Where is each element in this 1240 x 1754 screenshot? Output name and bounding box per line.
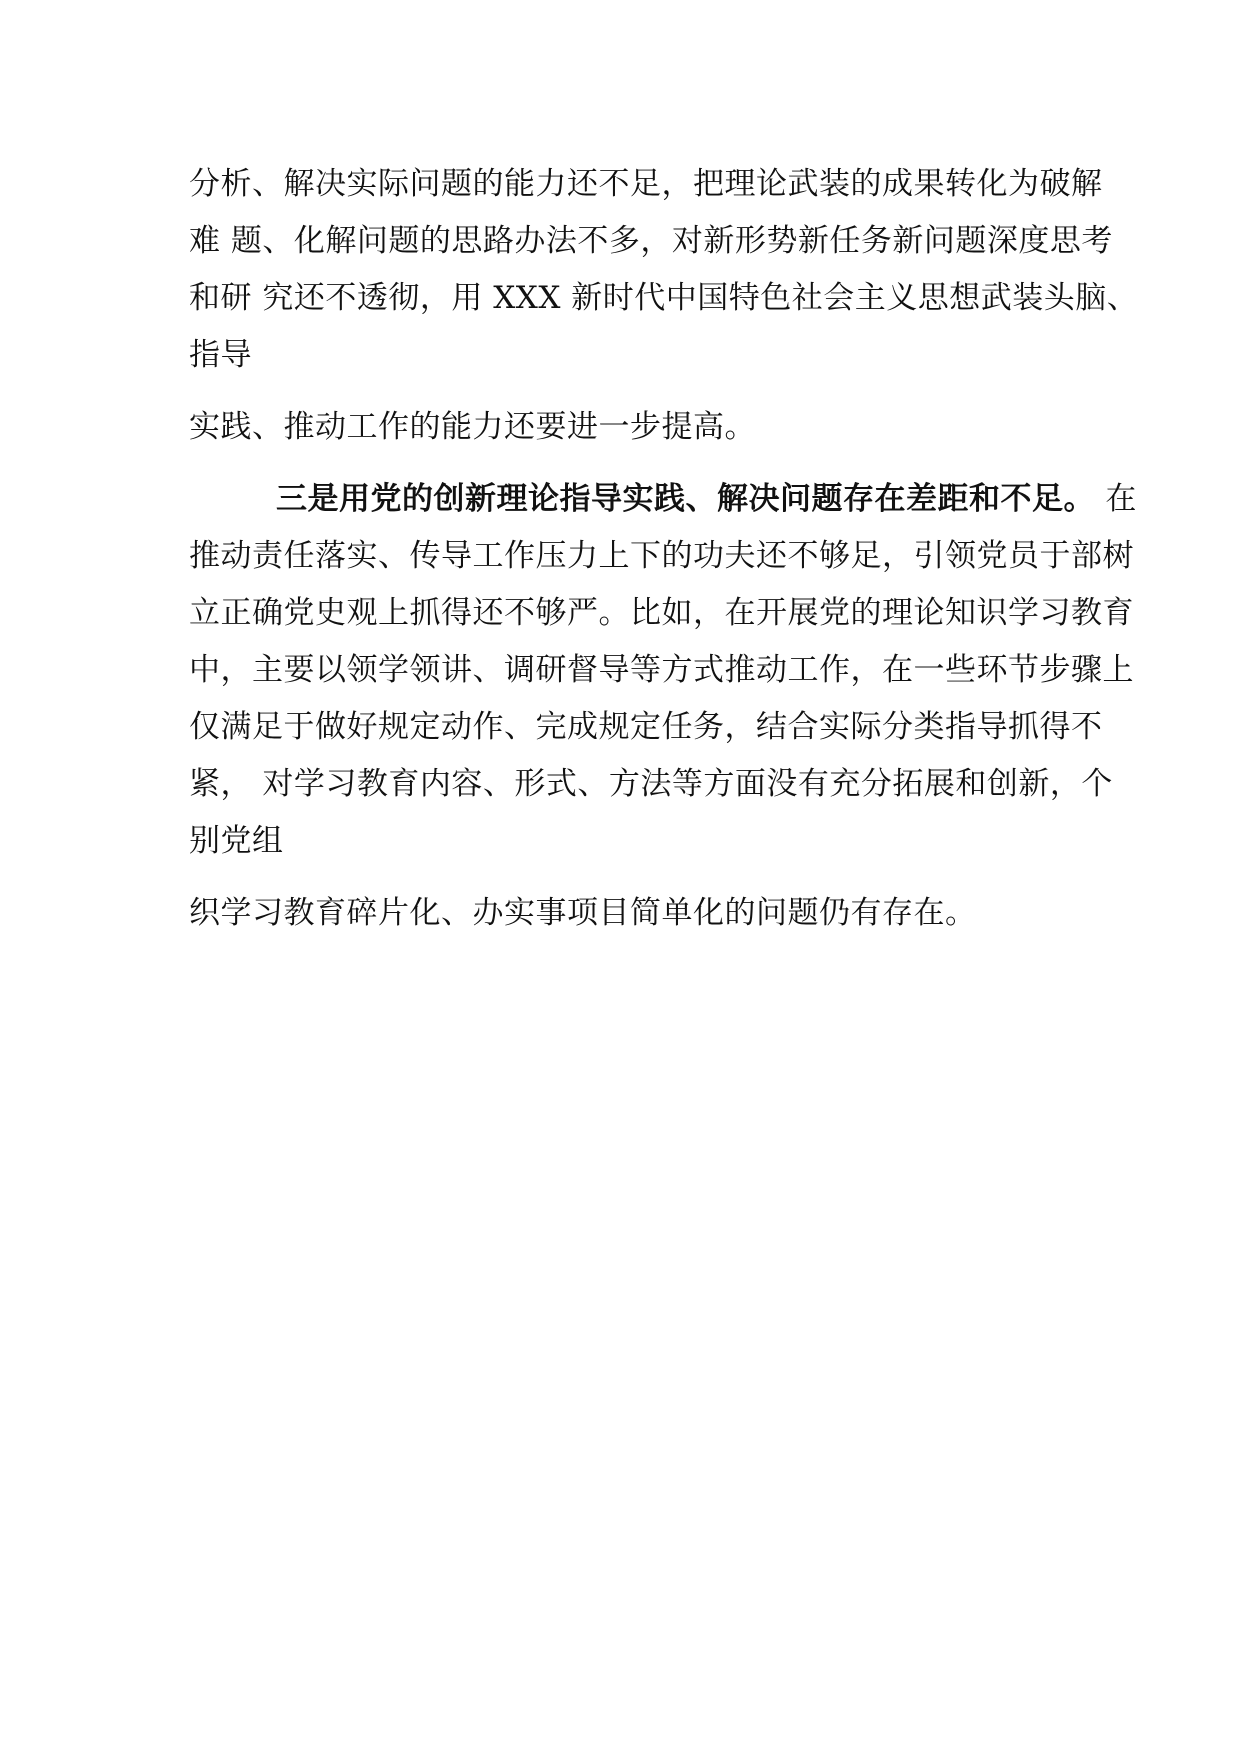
- paragraph-1-line-1: 分析、解决实际问题的能力还不足，把理论武装的成果转化为破解: [189, 166, 1103, 202]
- paragraph-1-line-3: 和研 究还不透彻，用 XXX 新时代中国特色社会主义思想武装头脑、: [189, 280, 1139, 316]
- paragraph-1-line-4: 指导: [189, 337, 252, 373]
- paragraph-3-line-1: [276, 479, 1156, 519]
- paragraph-3-line-7: 别党组: [189, 823, 284, 859]
- paragraph-3-line-3: 立正确党史观上抓得还不够严。比如，在开展党的理论知识学习教育: [189, 595, 1134, 631]
- paragraph-3-line-1-tail: 在: [1095, 481, 1137, 517]
- paragraph-3-line-5: 仅满足于做好规定动作、完成规定任务，结合实际分类指导抓得不: [189, 709, 1103, 745]
- paragraph-3-line-6: 紧， 对学习教育内容、形式、方法等方面没有充分拓展和创新，个: [189, 766, 1113, 802]
- paragraph-4-line-1: 织学习教育碎片化、办实事项目简单化的问题仍有存在。: [189, 895, 977, 931]
- paragraph-3-line-2: 推动责任落实、传导工作压力上下的功夫还不够足，引领党员于部树: [189, 538, 1134, 574]
- paragraph-2-line-1: 实践、推动工作的能力还要进一步提高。: [189, 409, 756, 445]
- paragraph-3-line-4: 中，主要以领学领讲、调研督导等方式推动工作，在一些环节步骤上: [189, 652, 1134, 688]
- paragraph-1-line-2: 难 题、化解问题的思路办法不多，对新形势新任务新问题深度思考: [189, 223, 1113, 259]
- paragraph-3-heading: 三是用党的创新理论指导实践、解决问题存在差距和不足。: [276, 481, 1095, 517]
